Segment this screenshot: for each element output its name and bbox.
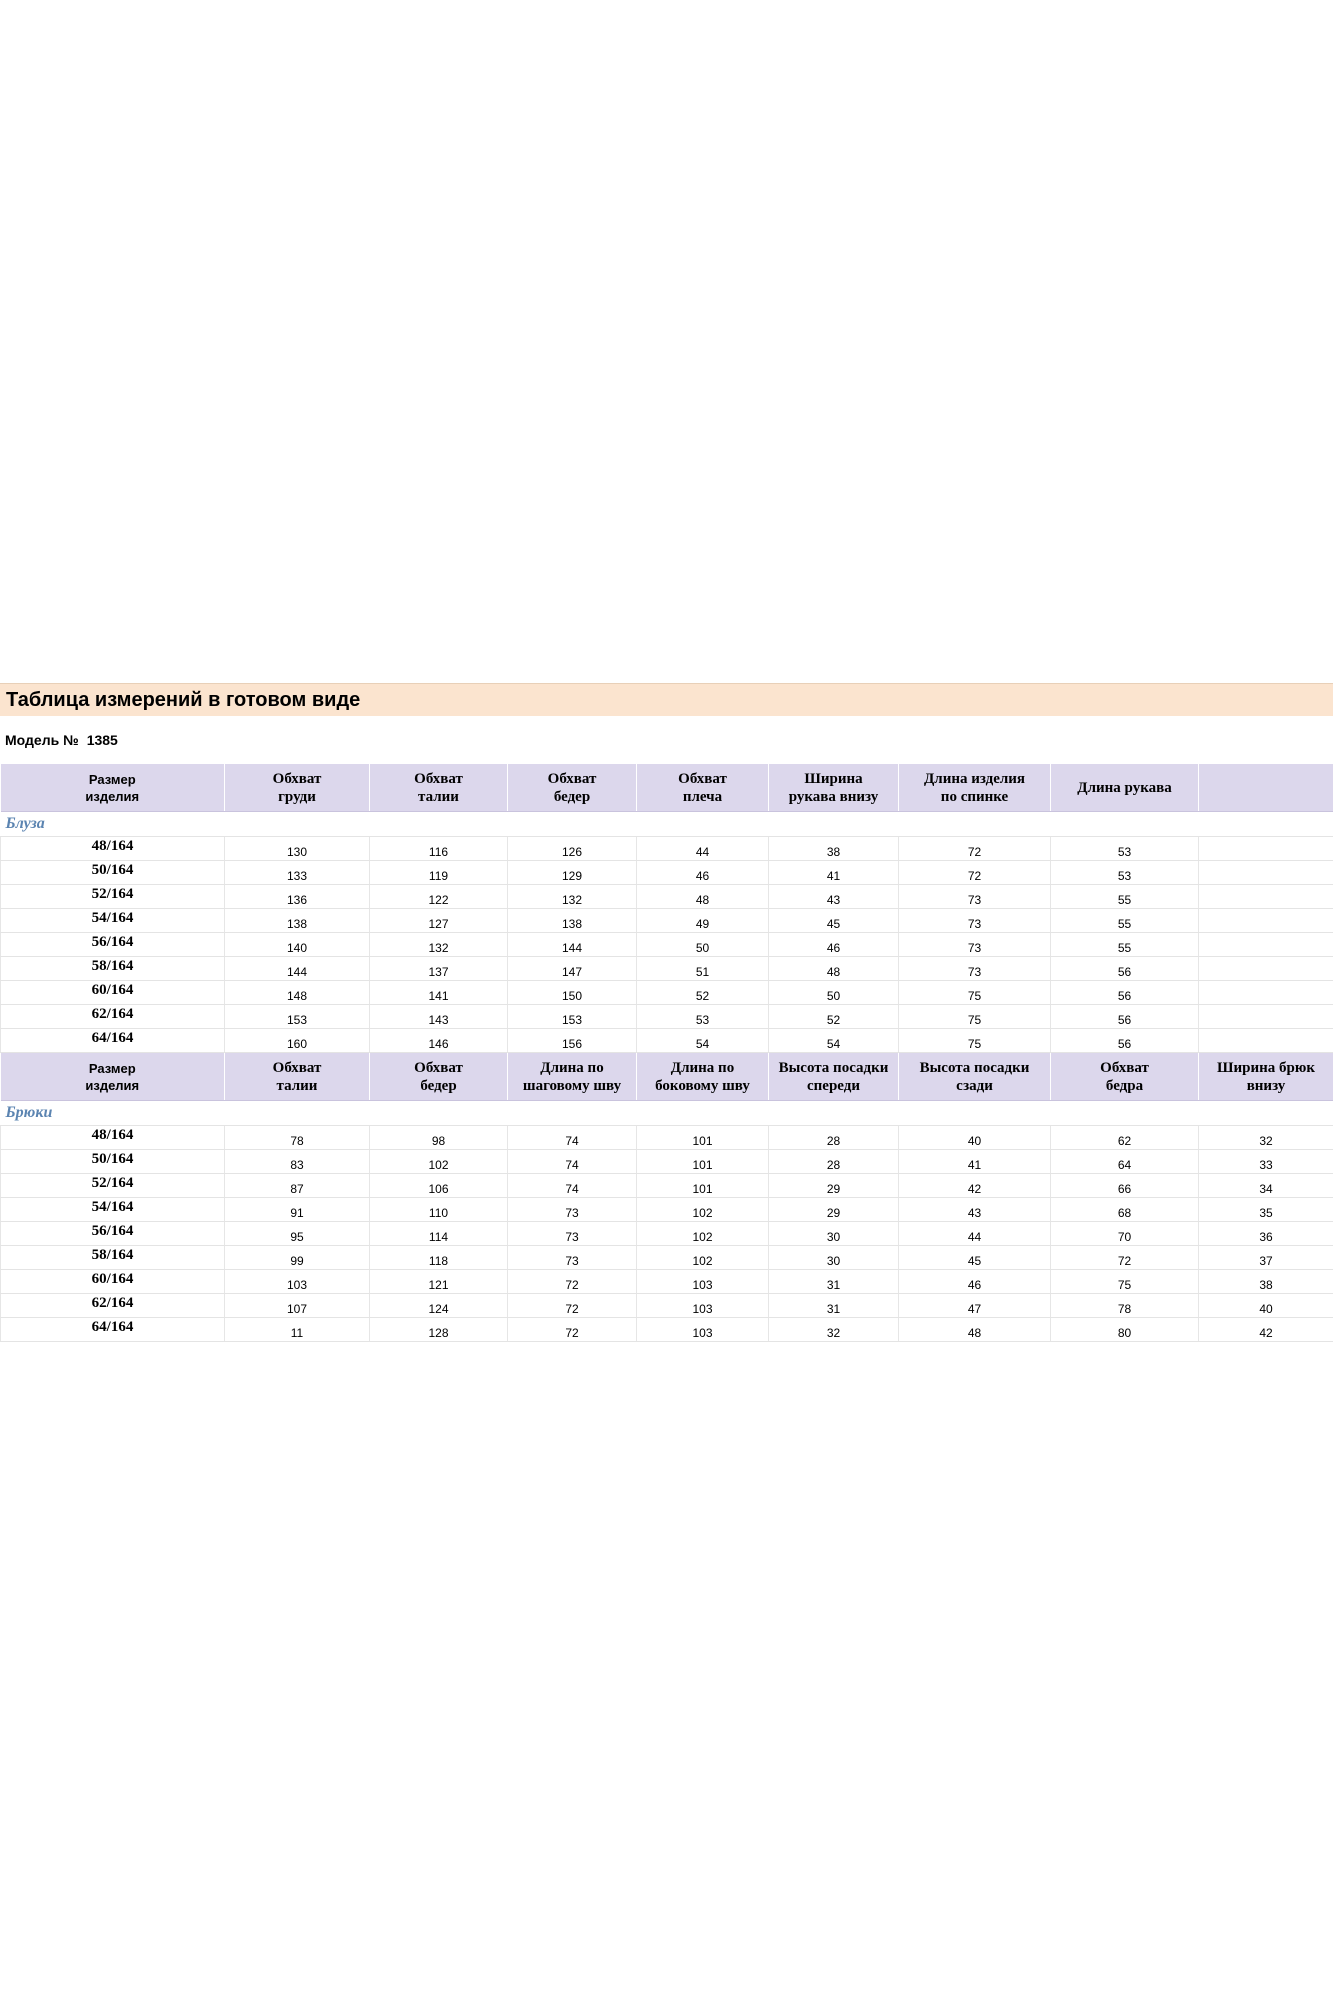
table-row <box>1 1246 1333 1270</box>
value-cell: 46 <box>899 1270 1051 1294</box>
value-cell: 121 <box>370 1270 508 1294</box>
measurements-table-body <box>1 764 1333 1342</box>
table-row <box>1 1270 1333 1294</box>
value-cell: 48 <box>769 957 899 981</box>
value-cell: 31 <box>769 1270 899 1294</box>
value-cell: 141 <box>370 981 508 1005</box>
column-header: Длина по шаговому шву <box>508 1053 637 1101</box>
value-cell <box>1199 885 1333 909</box>
value-cell: 72 <box>899 861 1051 885</box>
value-cell: 73 <box>508 1246 637 1270</box>
value-cell: 33 <box>1199 1150 1333 1174</box>
value-cell: 28 <box>769 1126 899 1150</box>
table-row <box>1 1126 1333 1150</box>
value-cell: 44 <box>637 837 769 861</box>
value-cell: 73 <box>508 1198 637 1222</box>
value-cell: 73 <box>899 933 1051 957</box>
value-cell: 147 <box>508 957 637 981</box>
value-cell: 107 <box>225 1294 370 1318</box>
size-cell: 60/164 <box>1 1270 225 1294</box>
table-row <box>1 957 1333 981</box>
value-cell: 74 <box>508 1150 637 1174</box>
column-header: Длина рукава <box>1051 764 1199 812</box>
size-cell: 58/164 <box>1 1246 225 1270</box>
value-cell: 34 <box>1199 1174 1333 1198</box>
value-cell: 91 <box>225 1198 370 1222</box>
size-cell: 52/164 <box>1 885 225 909</box>
value-cell: 54 <box>637 1029 769 1053</box>
value-cell: 49 <box>637 909 769 933</box>
value-cell: 140 <box>225 933 370 957</box>
value-cell: 106 <box>370 1174 508 1198</box>
value-cell: 56 <box>1051 1005 1199 1029</box>
section-label: Блуза <box>1 812 1333 837</box>
column-header: Размер изделия <box>1 1053 225 1101</box>
value-cell: 132 <box>370 933 508 957</box>
value-cell: 30 <box>769 1222 899 1246</box>
value-cell: 43 <box>899 1198 1051 1222</box>
section-row <box>1 812 1333 837</box>
value-cell: 99 <box>225 1246 370 1270</box>
column-header: Ширина брюк внизу <box>1199 1053 1333 1101</box>
value-cell: 73 <box>899 909 1051 933</box>
value-cell: 148 <box>225 981 370 1005</box>
table-row <box>1 1318 1333 1342</box>
value-cell: 11 <box>225 1318 370 1342</box>
value-cell: 74 <box>508 1126 637 1150</box>
value-cell: 102 <box>370 1150 508 1174</box>
value-cell: 50 <box>769 981 899 1005</box>
value-cell: 126 <box>508 837 637 861</box>
value-cell: 136 <box>225 885 370 909</box>
column-header: Размер изделия <box>1 764 225 812</box>
value-cell <box>1199 837 1333 861</box>
table-row <box>1 1222 1333 1246</box>
value-cell: 38 <box>769 837 899 861</box>
column-header: Высота посадки спереди <box>769 1053 899 1101</box>
column-header: Длина изделия по спинке <box>899 764 1051 812</box>
value-cell: 41 <box>899 1150 1051 1174</box>
column-header: Обхват груди <box>225 764 370 812</box>
value-cell <box>1199 909 1333 933</box>
table-row <box>1 1005 1333 1029</box>
section-row <box>1 1101 1333 1126</box>
value-cell: 48 <box>637 885 769 909</box>
value-cell: 32 <box>1199 1126 1333 1150</box>
value-cell: 70 <box>1051 1222 1199 1246</box>
value-cell: 75 <box>1051 1270 1199 1294</box>
value-cell: 153 <box>225 1005 370 1029</box>
value-cell: 95 <box>225 1222 370 1246</box>
size-cell: 50/164 <box>1 1150 225 1174</box>
header-row <box>1 764 1333 812</box>
table-row <box>1 981 1333 1005</box>
table-row <box>1 861 1333 885</box>
column-header: Ширина рукава внизу <box>769 764 899 812</box>
value-cell: 87 <box>225 1174 370 1198</box>
value-cell: 101 <box>637 1150 769 1174</box>
value-cell: 150 <box>508 981 637 1005</box>
value-cell: 72 <box>508 1318 637 1342</box>
value-cell: 72 <box>508 1294 637 1318</box>
size-cell: 64/164 <box>1 1029 225 1053</box>
value-cell: 78 <box>225 1126 370 1150</box>
value-cell: 53 <box>1051 837 1199 861</box>
value-cell: 50 <box>637 933 769 957</box>
value-cell: 48 <box>899 1318 1051 1342</box>
table-row <box>1 1150 1333 1174</box>
table-row <box>1 1174 1333 1198</box>
column-header: Высота посадки сзади <box>899 1053 1051 1101</box>
value-cell: 53 <box>1051 861 1199 885</box>
value-cell: 56 <box>1051 1029 1199 1053</box>
column-header <box>1199 764 1333 812</box>
value-cell: 29 <box>769 1174 899 1198</box>
table-row <box>1 885 1333 909</box>
size-cell: 62/164 <box>1 1294 225 1318</box>
value-cell: 66 <box>1051 1174 1199 1198</box>
value-cell: 36 <box>1199 1222 1333 1246</box>
table-row <box>1 1294 1333 1318</box>
value-cell: 153 <box>508 1005 637 1029</box>
value-cell: 43 <box>769 885 899 909</box>
value-cell: 29 <box>769 1198 899 1222</box>
value-cell: 72 <box>1051 1246 1199 1270</box>
model-label: Модель № <box>5 732 79 748</box>
value-cell: 127 <box>370 909 508 933</box>
value-cell: 133 <box>225 861 370 885</box>
column-header: Длина по боковому шву <box>637 1053 769 1101</box>
value-cell: 73 <box>899 957 1051 981</box>
value-cell: 30 <box>769 1246 899 1270</box>
value-cell: 80 <box>1051 1318 1199 1342</box>
table-row <box>1 909 1333 933</box>
value-cell: 40 <box>899 1126 1051 1150</box>
size-cell: 48/164 <box>1 837 225 861</box>
value-cell: 138 <box>508 909 637 933</box>
value-cell: 102 <box>637 1222 769 1246</box>
value-cell: 53 <box>637 1005 769 1029</box>
value-cell: 68 <box>1051 1198 1199 1222</box>
value-cell: 137 <box>370 957 508 981</box>
value-cell: 144 <box>508 933 637 957</box>
value-cell: 101 <box>637 1174 769 1198</box>
column-header: Обхват бедер <box>370 1053 508 1101</box>
value-cell: 47 <box>899 1294 1051 1318</box>
value-cell: 138 <box>225 909 370 933</box>
value-cell: 144 <box>225 957 370 981</box>
value-cell: 122 <box>370 885 508 909</box>
value-cell: 103 <box>637 1270 769 1294</box>
value-cell <box>1199 1005 1333 1029</box>
value-cell <box>1199 933 1333 957</box>
size-cell: 60/164 <box>1 981 225 1005</box>
model-line <box>0 716 1333 764</box>
value-cell: 103 <box>637 1294 769 1318</box>
value-cell: 110 <box>370 1198 508 1222</box>
value-cell: 146 <box>370 1029 508 1053</box>
value-cell: 51 <box>637 957 769 981</box>
value-cell: 102 <box>637 1198 769 1222</box>
value-cell: 37 <box>1199 1246 1333 1270</box>
value-cell: 72 <box>508 1270 637 1294</box>
value-cell: 98 <box>370 1126 508 1150</box>
value-cell: 55 <box>1051 909 1199 933</box>
value-cell: 118 <box>370 1246 508 1270</box>
size-cell: 58/164 <box>1 957 225 981</box>
column-header: Обхват талии <box>370 764 508 812</box>
value-cell: 40 <box>1199 1294 1333 1318</box>
size-cell: 54/164 <box>1 1198 225 1222</box>
column-header: Обхват бедер <box>508 764 637 812</box>
value-cell: 103 <box>225 1270 370 1294</box>
value-cell: 41 <box>769 861 899 885</box>
value-cell: 130 <box>225 837 370 861</box>
column-header: Обхват талии <box>225 1053 370 1101</box>
value-cell: 31 <box>769 1294 899 1318</box>
value-cell: 119 <box>370 861 508 885</box>
value-cell: 52 <box>637 981 769 1005</box>
value-cell: 143 <box>370 1005 508 1029</box>
table-row <box>1 1198 1333 1222</box>
value-cell: 28 <box>769 1150 899 1174</box>
value-cell: 44 <box>899 1222 1051 1246</box>
value-cell: 101 <box>637 1126 769 1150</box>
value-cell: 156 <box>508 1029 637 1053</box>
model-number: 1385 <box>86 732 118 748</box>
value-cell: 54 <box>769 1029 899 1053</box>
measurements-table <box>0 764 1333 1342</box>
size-cell: 54/164 <box>1 909 225 933</box>
value-cell: 46 <box>637 861 769 885</box>
value-cell: 38 <box>1199 1270 1333 1294</box>
value-cell: 45 <box>769 909 899 933</box>
value-cell <box>1199 957 1333 981</box>
size-cell: 64/164 <box>1 1318 225 1342</box>
column-header: Обхват плеча <box>637 764 769 812</box>
value-cell: 75 <box>899 981 1051 1005</box>
measurement-sheet <box>0 683 1333 1342</box>
size-cell: 48/164 <box>1 1126 225 1150</box>
value-cell: 75 <box>899 1005 1051 1029</box>
value-cell: 64 <box>1051 1150 1199 1174</box>
value-cell: 45 <box>899 1246 1051 1270</box>
value-cell: 32 <box>769 1318 899 1342</box>
column-header: Обхват бедра <box>1051 1053 1199 1101</box>
header-row <box>1 1053 1333 1101</box>
size-cell: 52/164 <box>1 1174 225 1198</box>
value-cell: 56 <box>1051 981 1199 1005</box>
size-cell: 62/164 <box>1 1005 225 1029</box>
value-cell <box>1199 861 1333 885</box>
value-cell: 132 <box>508 885 637 909</box>
section-label: Брюки <box>1 1101 1333 1126</box>
sheet-title: Таблица измерений в готовом виде <box>6 688 361 711</box>
table-row <box>1 837 1333 861</box>
value-cell: 52 <box>769 1005 899 1029</box>
value-cell <box>1199 981 1333 1005</box>
value-cell: 116 <box>370 837 508 861</box>
value-cell: 56 <box>1051 957 1199 981</box>
value-cell: 103 <box>637 1318 769 1342</box>
value-cell: 73 <box>508 1222 637 1246</box>
value-cell: 46 <box>769 933 899 957</box>
value-cell: 75 <box>899 1029 1051 1053</box>
value-cell <box>1199 1029 1333 1053</box>
sheet-title-bar <box>0 683 1333 716</box>
size-cell: 56/164 <box>1 933 225 957</box>
value-cell: 72 <box>899 837 1051 861</box>
value-cell: 160 <box>225 1029 370 1053</box>
value-cell: 128 <box>370 1318 508 1342</box>
value-cell: 102 <box>637 1246 769 1270</box>
value-cell: 62 <box>1051 1126 1199 1150</box>
value-cell: 124 <box>370 1294 508 1318</box>
value-cell: 35 <box>1199 1198 1333 1222</box>
table-row <box>1 1029 1333 1053</box>
value-cell: 42 <box>899 1174 1051 1198</box>
value-cell: 83 <box>225 1150 370 1174</box>
value-cell: 42 <box>1199 1318 1333 1342</box>
size-cell: 50/164 <box>1 861 225 885</box>
size-cell: 56/164 <box>1 1222 225 1246</box>
value-cell: 55 <box>1051 885 1199 909</box>
value-cell: 129 <box>508 861 637 885</box>
value-cell: 78 <box>1051 1294 1199 1318</box>
value-cell: 74 <box>508 1174 637 1198</box>
value-cell: 73 <box>899 885 1051 909</box>
value-cell: 114 <box>370 1222 508 1246</box>
value-cell: 55 <box>1051 933 1199 957</box>
table-row <box>1 933 1333 957</box>
